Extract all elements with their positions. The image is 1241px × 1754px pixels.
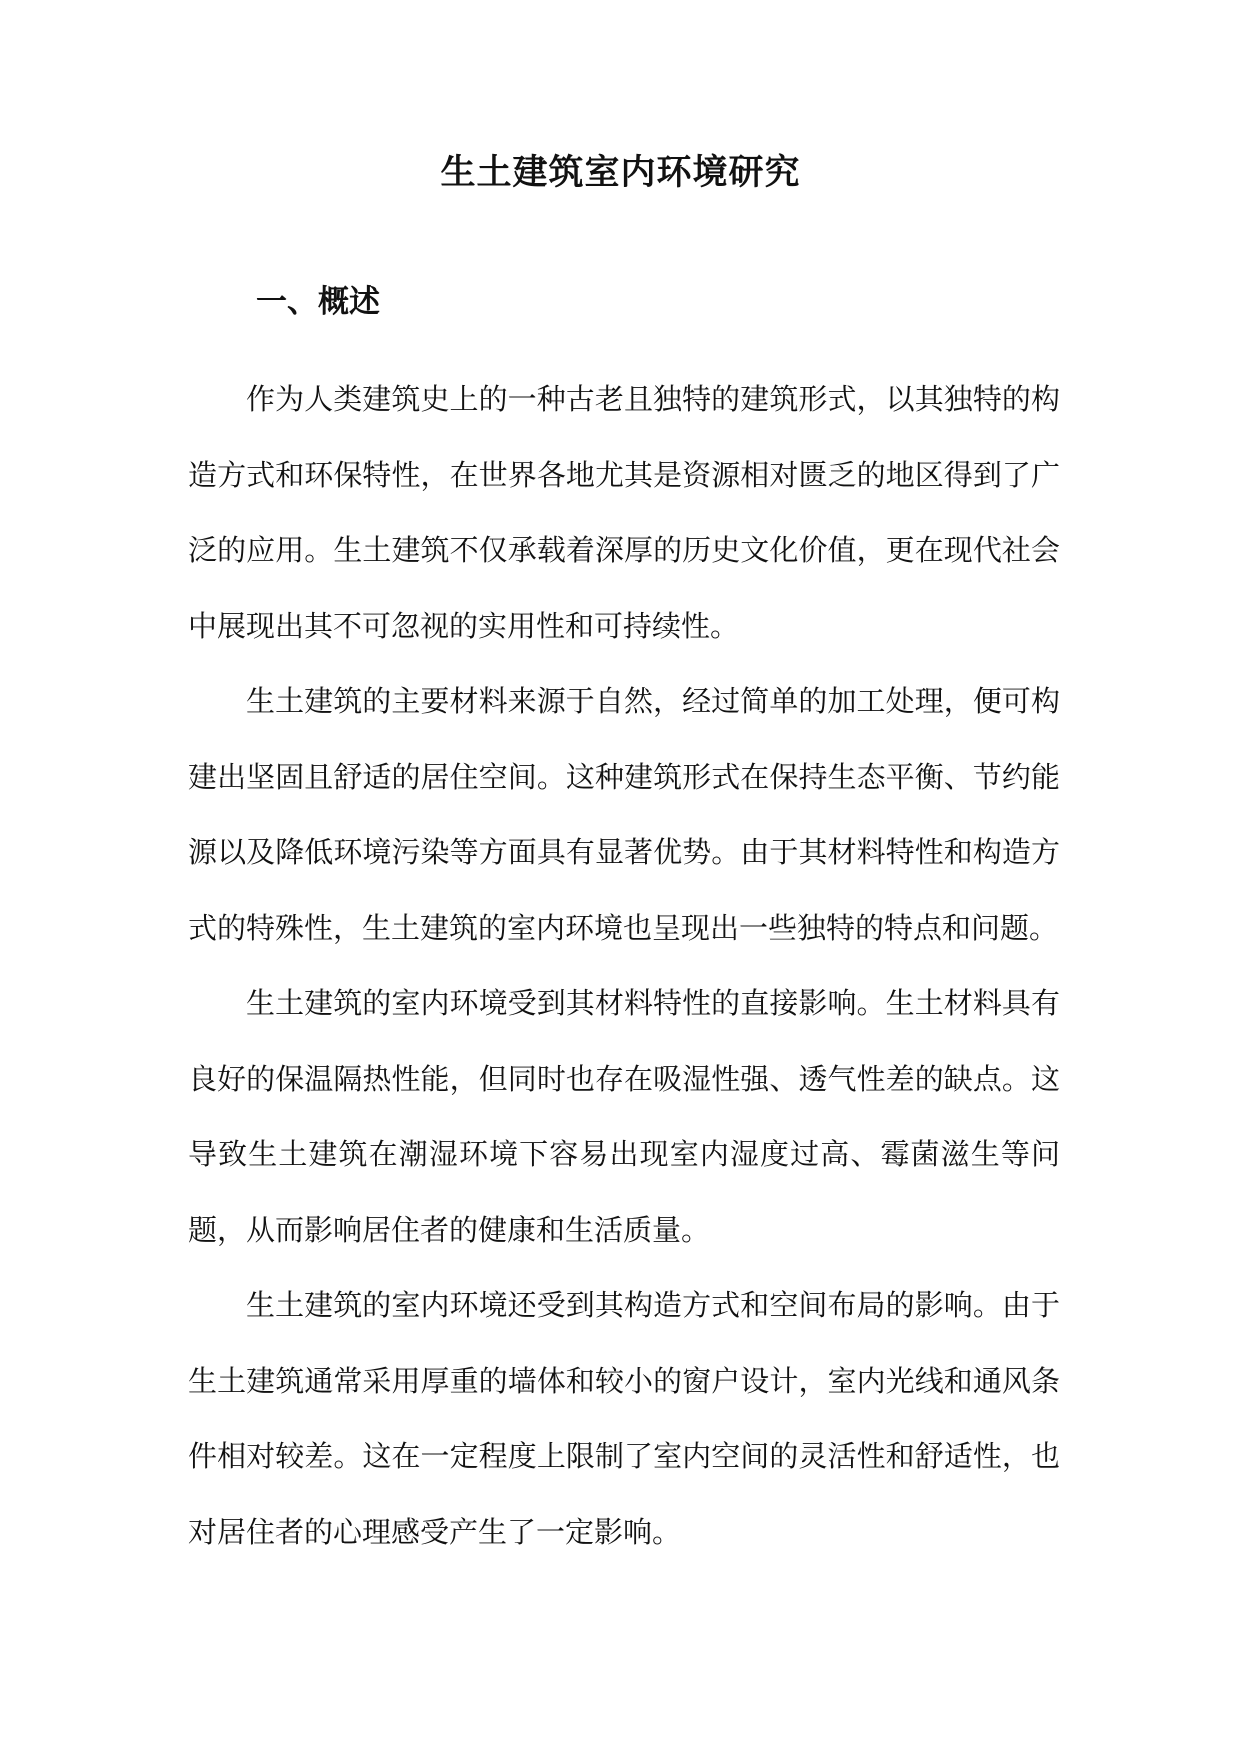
document-title: 生土建筑室内环境研究 — [440, 152, 801, 193]
section-body — [188, 362, 1060, 1570]
paragraph: 作为人类建筑史上的一种古老且独特的建筑形式，以其独特的构造方式和环保特性，在世界各地尤其是资源相对匮乏的地区得到了广泛的应用。生土建筑不仅承载着深厚的历史文化价值，更在现代社会中展现出其不可忽视的实用性和可持续性。 — [188, 382, 1060, 643]
paragraph: 生土建筑的室内环境受到其材料特性的直接影响。生土材料具有良好的保温隔热性能，但同时也存在吸湿性强、透气性差的缺点。这导致生土建筑在潮湿环境下容易出现室内湿度过高、霉菌滋生等问题，从而影响居住者的健康和生活质量。 — [188, 986, 1060, 1247]
paragraph: 生土建筑的室内环境还受到其构造方式和空间布局的影响。由于生土建筑通常采用厚重的墙体和较小的窗户设计，室内光线和通风条件相对较差。这在一定程度上限制了室内空间的灵活性和舒适性，也对居住者的心理感受产生了一定影响。 — [188, 1288, 1060, 1549]
section-heading-overview: 一、概述 — [256, 284, 380, 320]
paragraph: 生土建筑的主要材料来源于自然，经过简单的加工处理，便可构建出坚固且舒适的居住空间。这种建筑形式在保持生态平衡、节约能源以及降低环境污染等方面具有显著优势。由于其材料特性和构造方式的特殊性，生土建筑的室内环境也呈现出一些独特的特点和问题。 — [188, 684, 1060, 945]
